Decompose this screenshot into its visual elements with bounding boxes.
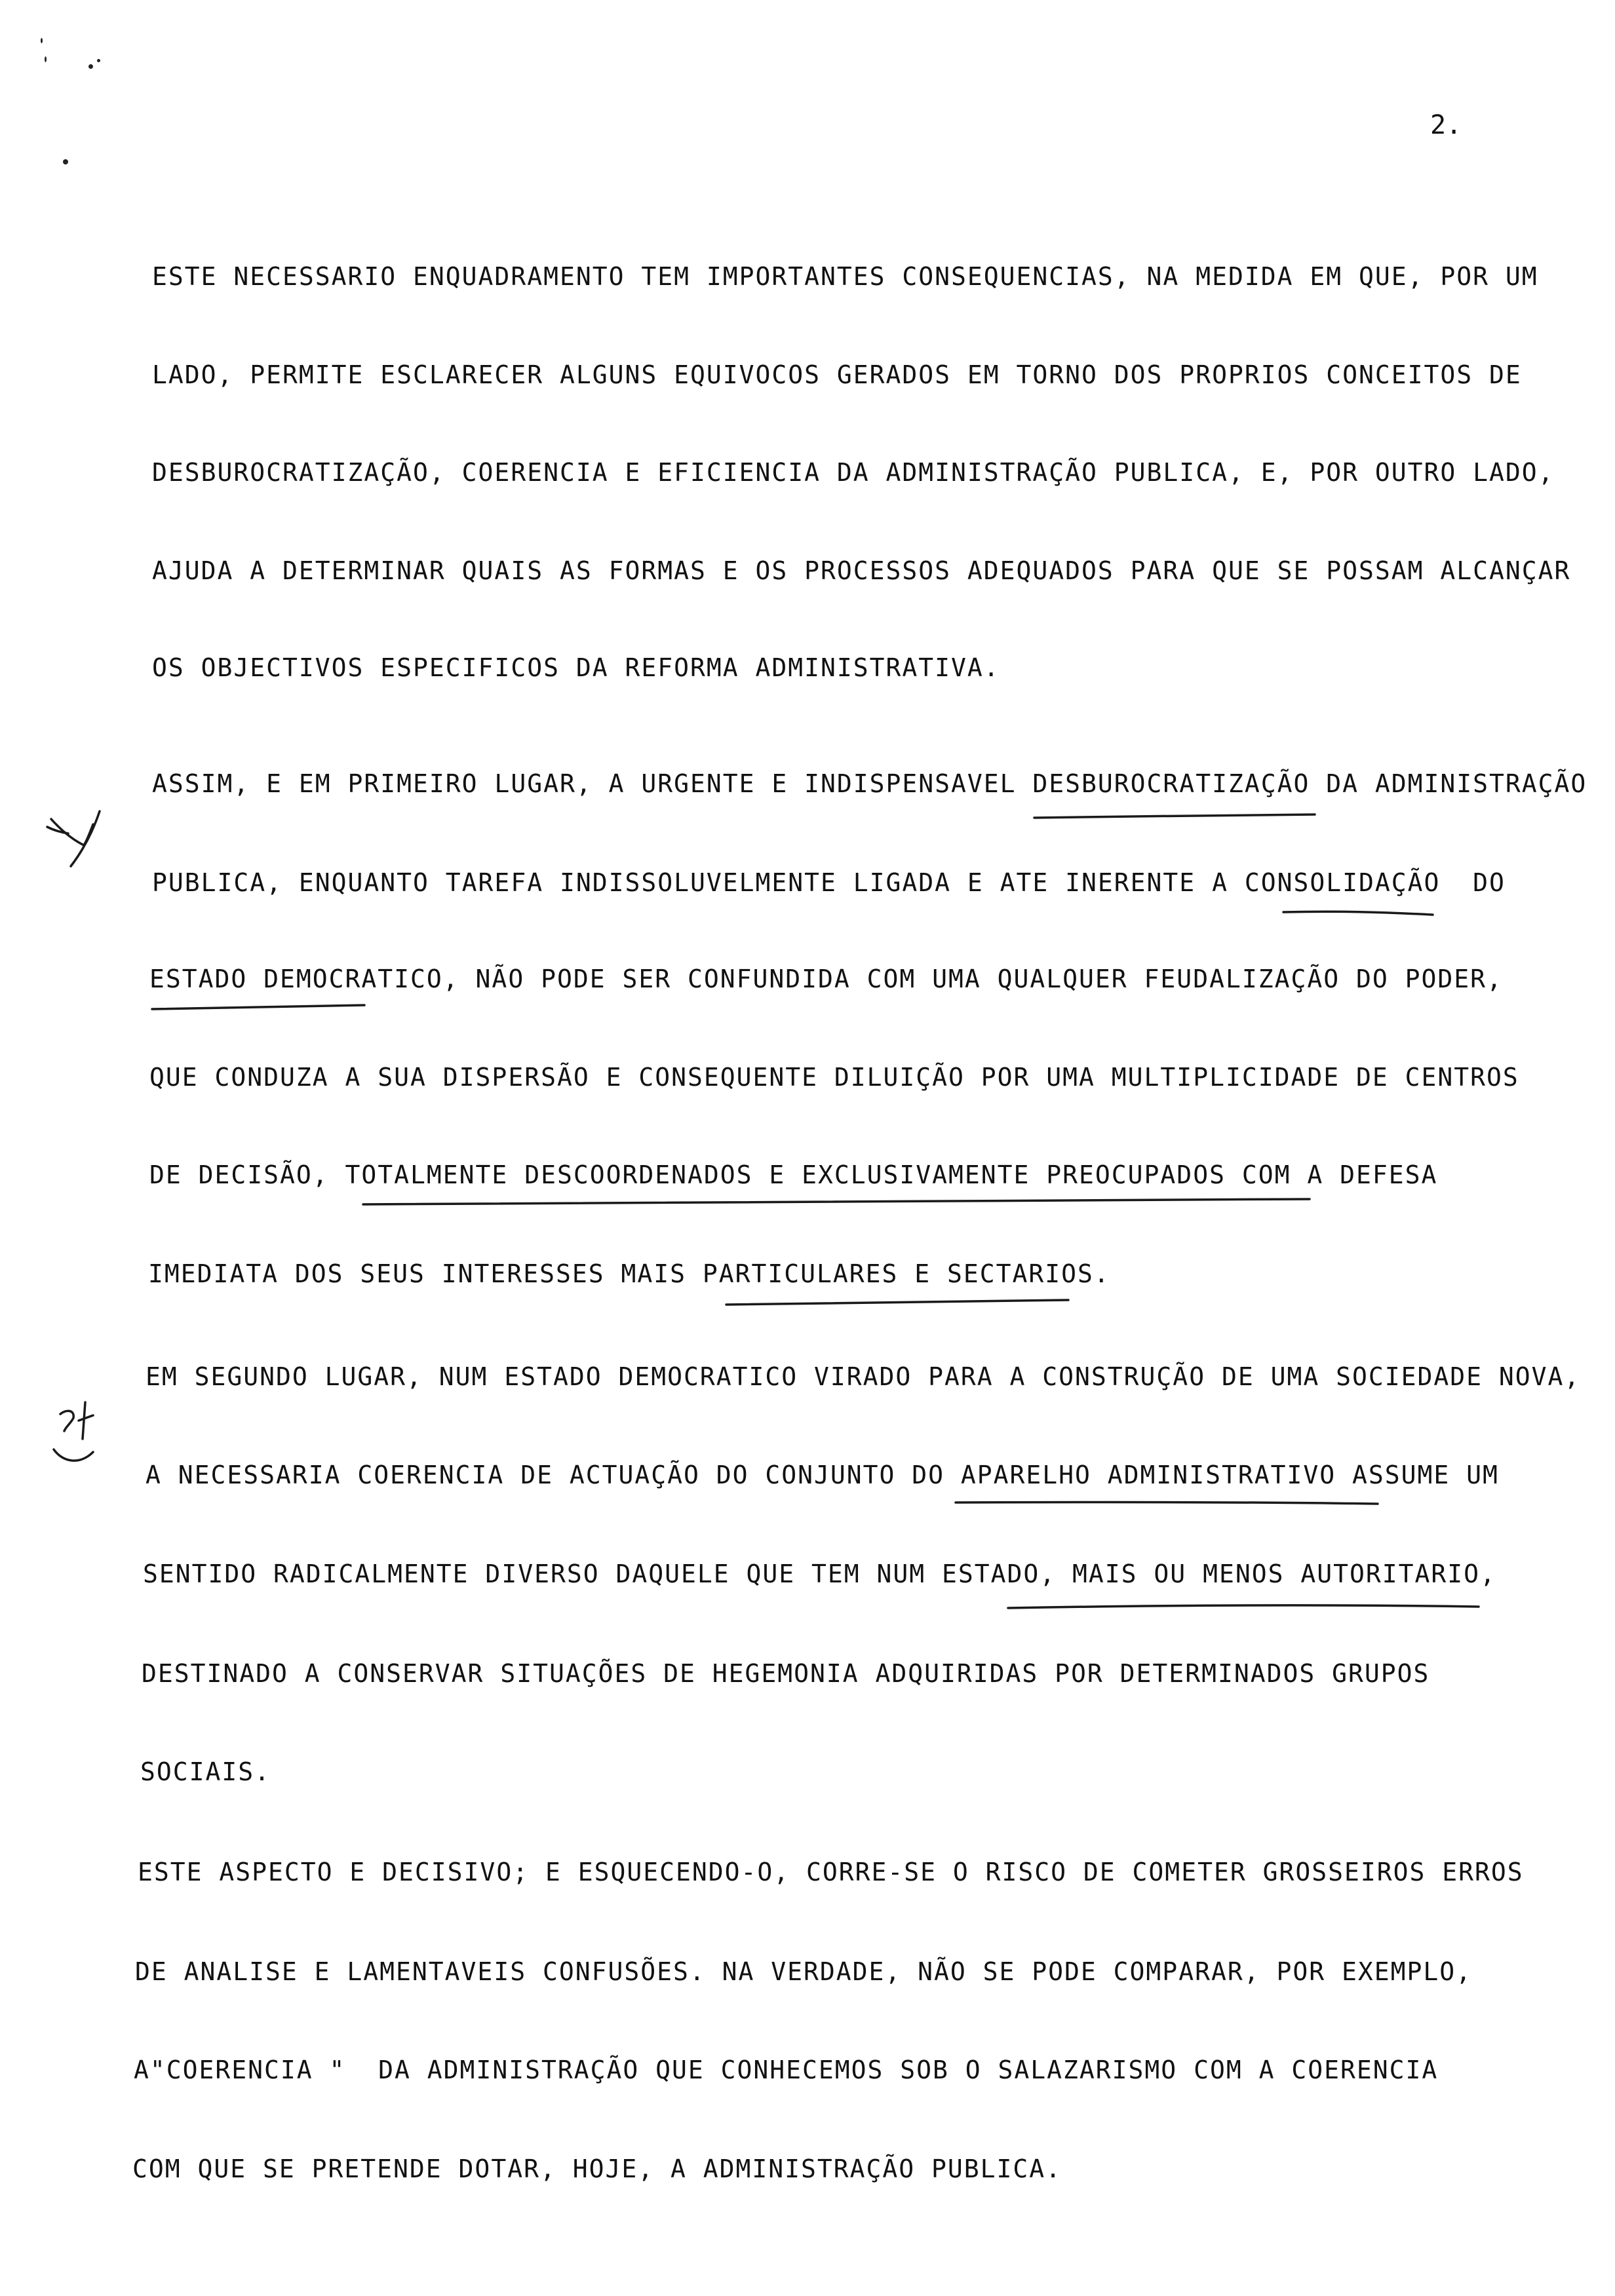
text-line: ESTADO DEMOCRATICO, NÃO PODE SER CONFUNDIDA COM UMA QUALQUER FEUDALIZAÇÃO DO PODER, (149, 965, 1503, 993)
text-line: DESTINADO A CONSERVAR SITUAÇÕES DE HEGEMONIA ADQUIRIDAS POR DETERMINADOS GRUPOS (142, 1659, 1430, 1688)
text-line: PUBLICA, ENQUANTO TAREFA INDISSOLUVELMENTE LIGADA E ATE INERENTE A CONSOLIDAÇÃO DO (152, 868, 1506, 897)
text-line: EM SEGUNDO LUGAR, NUM ESTADO DEMOCRATICO VIRADO PARA A CONSTRUÇÃO DE UMA SOCIEDADE NOVA, (146, 1362, 1581, 1391)
text-line: ASSIM, E EM PRIMEIRO LUGAR, A URGENTE E INDISPENSAVEL DESBUROCRATIZAÇÃO DA ADMINISTRAÇÃO (152, 769, 1587, 798)
text-line: DE DECISÃO, TOTALMENTE DESCOORDENADOS E EXCLUSIVAMENTE PREOCUPADOS COM A DEFESA (149, 1160, 1438, 1189)
text-line: ESTE ASPECTO E DECISIVO; E ESQUECENDO-O, CORRE-SE O RISCO DE COMETER GROSSEIROS ERROS (138, 1858, 1524, 1886)
underline-desburocratizacao (1034, 814, 1315, 818)
underline-mais-ou-menos (1008, 1605, 1479, 1608)
text-line: A"COERENCIA " DA ADMINISTRAÇÃO QUE CONHECEMOS SOB O SALAZARISMO COM A COERENCIA (134, 2056, 1439, 2084)
margin-mark-1b (71, 811, 100, 866)
margin-mark-2c (79, 1415, 93, 1421)
underline-consolidacao (1283, 911, 1433, 915)
underline-aparelho (956, 1502, 1378, 1504)
text-line: QUE CONDUZA A SUA DISPERSÃO E CONSEQUENTE DILUIÇÃO POR UMA MULTIPLICIDADE DE CENTROS (149, 1063, 1519, 1092)
text-line: OS OBJECTIVOS ESPECIFICOS DA REFORMA ADMINISTRATIVA. (152, 653, 1000, 682)
margin-mark-2b (83, 1402, 85, 1439)
margin-mark-1c (47, 827, 68, 833)
text-line: ESTE NECESSARIO ENQUADRAMENTO TEM IMPORTANTES CONSEQUENCIAS, NA MEDIDA EM QUE, POR UM (152, 262, 1538, 291)
text-line: A NECESSARIA COERENCIA DE ACTUAÇÃO DO CONJUNTO DO APARELHO ADMINISTRATIVO ASSUME UM (146, 1461, 1499, 1489)
underline-totalmente (363, 1199, 1310, 1204)
underline-estado-democratico (152, 1005, 364, 1009)
text-line: SENTIDO RADICALMENTE DIVERSO DAQUELE QUE TEM NUM ESTADO, MAIS OU MENOS AUTORITARIO, (143, 1559, 1496, 1588)
margin-mark-2d (54, 1449, 93, 1461)
text-line: IMEDIATA DOS SEUS INTERESSES MAIS PARTICULARES E SECTARIOS. (148, 1259, 1110, 1288)
text-line: DESBUROCRATIZAÇÃO, COERENCIA E EFICIENCIA DA ADMINISTRAÇÃO PUBLICA, E, POR OUTRO LADO, (152, 458, 1555, 487)
text-line: COM QUE SE PRETENDE DOTAR, HOJE, A ADMINISTRAÇÃO PUBLICA. (132, 2154, 1062, 2183)
page-number: 2. (1430, 110, 1462, 140)
text-line: DE ANALISE E LAMENTAVEIS CONFUSÕES. NA VERDADE, NÃO SE PODE COMPARAR, POR EXEMPLO, (135, 1957, 1472, 1986)
text-line: SOCIAIS. (140, 1757, 271, 1786)
text-line: LADO, PERMITE ESCLARECER ALGUNS EQUIVOCOS GERADOS EM TORNO DOS PROPRIOS CONCEITOS DE (152, 360, 1522, 389)
margin-mark-2 (60, 1411, 73, 1431)
underline-particulares (726, 1300, 1068, 1305)
text-line: AJUDA A DETERMINAR QUAIS AS FORMAS E OS PROCESSOS ADEQUADOS PARA QUE SE POSSAM ALCANÇAR (152, 556, 1571, 585)
